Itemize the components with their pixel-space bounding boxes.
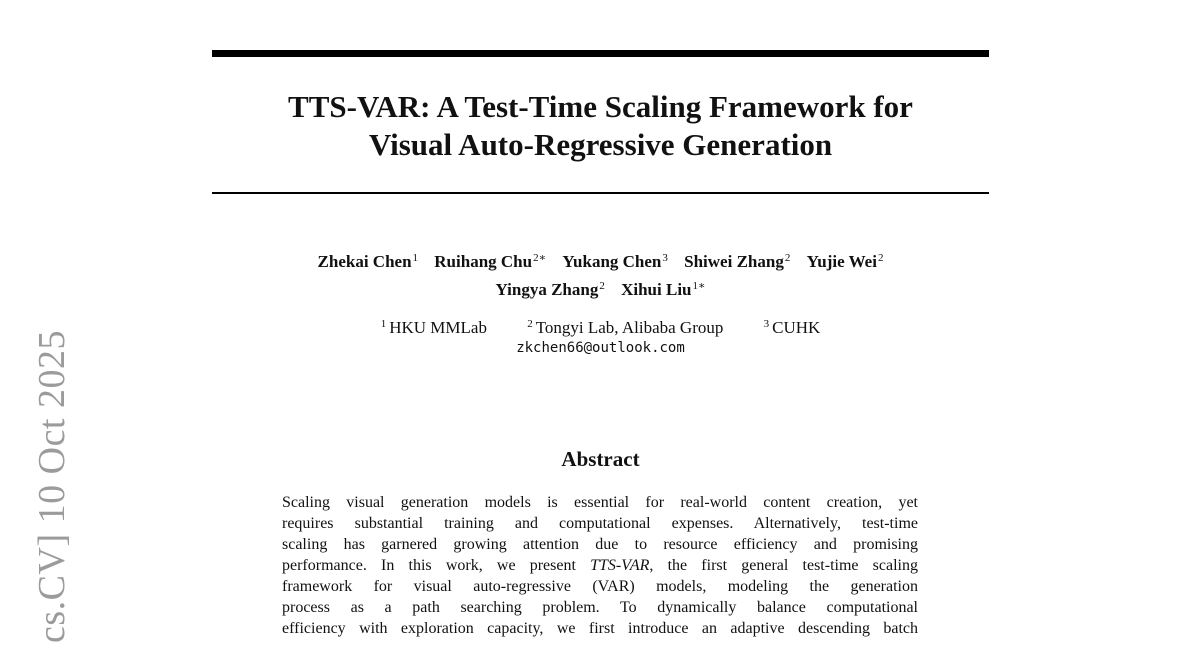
author-name: Xihui Liu (621, 280, 692, 299)
abstract-line: requires substantial training and computational expenses. Alternatively, test-time (282, 515, 918, 532)
paper-title (212, 88, 989, 164)
title-rule (212, 192, 989, 194)
author (496, 280, 605, 299)
abstract-text: , the first general test-time scaling (649, 557, 919, 574)
author-line-1 (212, 246, 989, 274)
affiliation-list (212, 313, 989, 339)
contact-email[interactable]: zkchen66@outlook.com (516, 340, 685, 356)
abstract-text: performance. In this work, we present (282, 557, 591, 574)
affiliation (764, 318, 821, 337)
author-line-2 (212, 274, 989, 302)
author (621, 280, 705, 299)
author-affil-mark: 1∗ (692, 280, 706, 292)
author-name: Yukang Chen (562, 252, 662, 271)
author-name: Zhekai Chen (317, 252, 412, 271)
top-rule (212, 50, 989, 57)
affil-mark: 3 (763, 318, 770, 330)
author-name: Ruihang Chu (434, 252, 533, 271)
author-list (212, 246, 989, 302)
affil-mark: 2 (527, 318, 533, 330)
author-affil-mark: 2∗ (533, 252, 547, 264)
affil-name: HKU MMLab (389, 318, 487, 337)
title-line-2: Visual Auto-Regressive Generation (368, 127, 833, 162)
author-affil-mark: 1 (412, 252, 419, 264)
abstract-line: process as a path searching problem. To dynamically balance computational (282, 599, 918, 616)
author (434, 252, 546, 271)
abstract-heading: Abstract (561, 447, 640, 471)
abstract-line: Scaling visual generation models is essential for real-world content creation, yet (282, 494, 918, 511)
arxiv-side-stamp: cs.CV] 10 Oct 2025 (31, 330, 73, 643)
affiliation (381, 318, 487, 337)
author (807, 252, 884, 271)
author-affil-mark: 2 (784, 252, 791, 264)
author-affil-mark: 2 (599, 280, 605, 292)
abstract-line (282, 555, 918, 576)
author-affil-mark: 2 (877, 252, 884, 264)
title-line-1: TTS-VAR: A Test-Time Scaling Framework for (288, 89, 913, 124)
affil-mark: 1 (380, 318, 387, 330)
abstract-body (282, 492, 918, 639)
method-name: TTS-VAR (590, 557, 650, 574)
abstract-line: framework for visual auto-regressive (VAR) models, modeling the generation (282, 578, 918, 595)
author-name: Yingya Zhang (495, 280, 599, 299)
affil-name: CUHK (772, 318, 821, 337)
author-name: Yujie Wei (806, 252, 877, 271)
author (562, 252, 668, 271)
affil-name: Tongyi Lab, Alibaba Group (535, 318, 724, 337)
affiliation (527, 318, 723, 337)
author-affil-mark: 3 (662, 252, 668, 264)
author-name: Shiwei Zhang (684, 252, 784, 271)
abstract-line: efficiency with exploration capacity, we first introduce an adaptive descending batch (282, 620, 918, 637)
abstract-line: scaling has garnered growing attention due to resource efficiency and promising (282, 536, 918, 553)
author (684, 252, 790, 271)
author (318, 252, 419, 271)
